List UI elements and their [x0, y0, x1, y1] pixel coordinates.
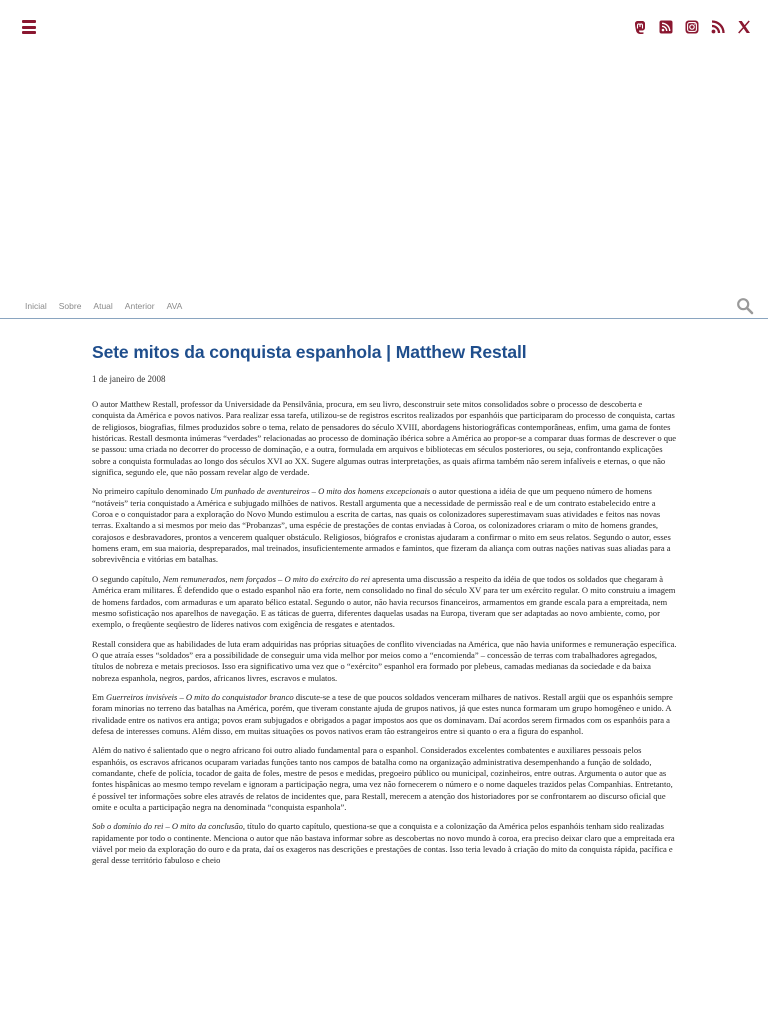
chapter-title: Um punhado de aventureiros – O mito dos homens excepcionais [210, 486, 431, 497]
main-nav [0, 296, 768, 319]
nav-item-ava[interactable]: AVA [166, 301, 183, 311]
text: o autor questiona a idéia de que um pequeno número de homens “notáveis” teria conquistado a América e subjugado milhões de nativos. Restall argumenta que a necessidade de permissão real e de um contrato estabelecido entre a Coroa e o conquistador para a exploração do Novo Mundo estimulou a escrita de cartas, nas quais os colonizadores superestimavam suas atividades e feitos nas novas terras. Exaltando a si mesmos por meio das “Probanzas”, uma espécie de prestações de contas enviadas à Coroa, os colonizadores criaram o mito de homens grandes, corajosos e desbravadores, prontos a vencerem qualquer obstáculo. Religiosos, biógrafos e cronistas ajudaram a confirmar o mito em seus relatos. Segundo o autor, esses homens eram, em sua maioria, despreparados, mal treinados, insuficientemente armados e famintos, que fizeram da aliança com outras nações nativas suas aliadas para a sobrevivência e vitórias em batalhas. [92, 486, 671, 565]
paragraph [92, 692, 677, 737]
article-date: 1 de janeiro de 2008 [92, 374, 166, 384]
nav-item-inicial[interactable]: Inicial [25, 301, 47, 311]
chapter-title: Nem remunerados, nem forçados – O mito do exército do rei [162, 573, 370, 584]
social-links [632, 19, 752, 35]
search-icon[interactable] [736, 297, 754, 315]
chapter-title: Sob o domínio do rei – O mito da conclusão, [92, 821, 246, 832]
chapter-title: Guerreiros invisíveis – O mito do conquistador branco [106, 691, 294, 702]
paragraph: Restall considera que as habilidades de luta eram adquiridas nas próprias situações de conflito vivenciadas na América, que não havia uniformes e remuneração específica. O que atraía esses “soldados” era a possibilidade de conseguir uma vida melhor por meios como a “encomienda” – concessão de terras com trabalhadores agregados, títulos de nobreza e metais preciosos. Isso era significativo uma vez que o “exército” espanhol era formado por plebeus, camadas medianas da sociedade e da baixa nobreza espanhola, negros, pardos, africanos livres, escravos e mulatos. [92, 638, 677, 683]
text: título do quarto capítulo, questiona-se que a conquista e a colonização da América pelos espanhóis tenham sido realizadas rapidamente por todo o continente. Menciona o autor que não bastava informar sobre as descobertas no novo mundo à coroa, era preciso deixar claro que a empreitada era viável por meio da exploração do ouro e da prata, daí os exageros nas descrições e prestações de contas. Isso teria levado à criação do mito da conquista rápida, pacífica e geral desse território fabuloso e cheio [92, 821, 675, 866]
top-bar [0, 0, 768, 60]
paragraph [92, 486, 677, 565]
paragraph [92, 574, 677, 631]
text: O segundo capítulo, [92, 573, 163, 584]
nav-item-atual[interactable]: Atual [93, 301, 113, 311]
paragraph: O autor Matthew Restall, professor da Universidade da Pensilvânia, procura, em seu livro, desconstruir sete mitos consolidados sobre o processo de descoberta e conquista da América e povos nativos. Para realizar essa tarefa, utilizou-se de registros escritos realizados por espanhóis que participaram do processo de conquista, cartas de religiosos, biografias, filmes produzidos sobre o tema, relato de pensadores do século XVIII, abordagens historiográficas contemporâneas, enfim, uma gama de fontes históricas. Restall desmonta inúmeras “verdades” relacionadas ao processo de dominação ibérica sobre a América ao propor-se a comparar duas formas de descrever o que se passou: uma criada no decorrer do processo de dominação, e a outra, formulada em arquivos e bibliotecas em séculos posteriores, ou seja, confrontando explicações sobre a conquista formuladas ao longo dos séculos XVI ao XX. Sugere algumas outras interpretações, as quais afirma também não serem infalíveis e eternas, o que não significa, segundo ele, que não possam revelar algo de verdade. [92, 399, 677, 478]
paragraph [92, 821, 677, 866]
hamburger-menu-icon[interactable] [22, 20, 36, 34]
rss-box-icon[interactable] [658, 19, 674, 35]
mastodon-icon[interactable] [632, 19, 648, 35]
text: apresenta uma discussão a respeito da idéia de que todos os soldados que chegaram à América eram militares. É defendido que o estado espanhol não era forte, nem consolidado no final do século XV para ter um exército regular. O mito construiu a imagem de homens fardados, com armaduras e um aparato bélico estatal. Segundo o autor, não havia recursos financeiros, armamentos em grande escala para a empreitada, nem mesmo sofisticação nos aparelhos de navegação. E as táticas de guerra, diferentes daquelas usadas na Europa, tiveram que ser adaptadas ao novo ambiente, como, por exemplo, o freqüente seqüestro de líderes nativos com exigência de resgates e atentados. [92, 573, 676, 630]
article [92, 342, 677, 875]
text: No primeiro capítulo denominado [92, 486, 211, 497]
text: Em [92, 691, 107, 702]
nav-item-sobre[interactable]: Sobre [58, 301, 82, 311]
article-body [92, 399, 677, 867]
instagram-icon[interactable] [684, 19, 700, 35]
x-twitter-icon[interactable] [736, 19, 752, 35]
rss-icon[interactable] [710, 19, 726, 35]
text: discute-se a tese de que poucos soldados venceram milhares de nativos. Restall argüi que os espanhóis sempre foram minorias no terreno das batalhas na América, porém, que tiveram constante ajuda de grupos nativos, já que estes nunca formaram um grupo homogêneo e unido. A rivalidade entre os nativos era antiga; povos eram subjugados e obrigados a pagar impostos aos que os dominavam. Daí acordos serem firmados com os espanhóis para a defesa de interesses comuns. Além disso, em muitas situações os povos nativos eram tão estrangeiros entre si quanto o era a figura do espanhol. [92, 691, 673, 736]
nav-item-anterior[interactable]: Anterior [124, 301, 155, 311]
article-title: Sete mitos da conquista espanhola | Matthew Restall [92, 342, 527, 362]
paragraph: Além do nativo é salientado que o negro africano foi outro aliado fundamental para o espanhol. Considerados excelentes combatentes e auxiliares pessoais pelos espanhóis, os escravos africanos ocuparam variadas funções tanto nos campos de batalha como na organização administrativa desempenhando a função de soldado, comandante, chefe de polícia, tocador de gaita de foles, mestre de pesos e medidas, pregoeiro público ou municipal, cozinheiros, entre outras. Argumenta o autor que as fontes hispânicas ao mesmo tempo revelam e ignoram a participação negra, uma vez não fornecerem o número e o nome daqueles trazidos pelas Companhias. Entretanto, é possível ter informações sobre eles através de relatos de incidentes que, para Restall, merecem a atenção dos historiadores por se confrontarem ao discurso oficial que omite e oculta a participação negra na denominada “conquista espanhola”. [92, 745, 673, 812]
